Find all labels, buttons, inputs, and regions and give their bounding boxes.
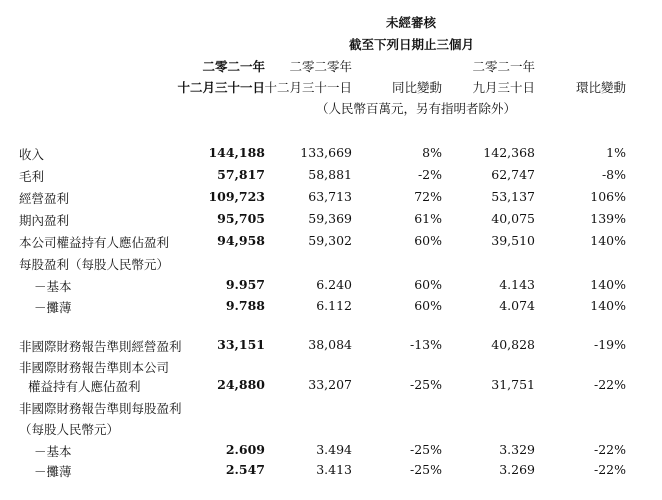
- value-2020-q4: 6.112: [316, 298, 352, 313]
- unit-note: （人民幣百萬元，另有指明者除外）: [316, 101, 517, 116]
- value-2021-q4: 95,705: [217, 211, 265, 226]
- value-2020-q4: 58,881: [308, 167, 352, 182]
- value-2021-q4: 109,723: [208, 189, 265, 204]
- value-qoq: 1%: [606, 145, 626, 160]
- value-2020-q4: 33,207: [308, 377, 352, 392]
- value-qoq: 139%: [590, 211, 626, 226]
- col-2021-q3-date: 九月三十日: [472, 80, 535, 95]
- value-qoq: 140%: [590, 298, 626, 313]
- row-label: －攤薄: [34, 300, 72, 315]
- value-2021-q3: 4.074: [499, 298, 535, 313]
- value-2021-q3: 4.143: [499, 277, 535, 292]
- col-2021-q4-date: 十二月三十一日: [177, 80, 265, 95]
- value-2020-q4: 3.413: [316, 462, 352, 477]
- col-2020-q4-year: 二零二零年: [289, 59, 352, 74]
- row-label: －攤薄: [34, 464, 72, 479]
- value-2020-q4: 133,669: [300, 145, 352, 160]
- value-yoy: 60%: [414, 277, 442, 292]
- value-yoy: -13%: [409, 337, 442, 352]
- value-2021-q3: 40,075: [491, 211, 535, 226]
- value-qoq: 140%: [590, 233, 626, 248]
- value-2021-q3: 142,368: [483, 145, 535, 160]
- row-label: 非國際財務報告準則經營盈利: [19, 339, 182, 354]
- value-2020-q4: 59,302: [308, 233, 352, 248]
- value-yoy: 72%: [414, 189, 442, 204]
- row-label: 收入: [19, 147, 45, 162]
- value-2021-q4: 9.788: [225, 298, 265, 313]
- value-yoy: 61%: [414, 211, 442, 226]
- value-2021-q3: 53,137: [491, 189, 535, 204]
- value-qoq: -19%: [593, 337, 626, 352]
- unaudited-heading: 未經審核: [386, 15, 437, 30]
- value-2020-q4: 63,713: [308, 189, 352, 204]
- value-qoq: 140%: [590, 277, 626, 292]
- value-2021-q3: 3.329: [499, 442, 535, 457]
- value-2021-q4: 9.957: [225, 277, 265, 292]
- value-2021-q3: 3.269: [499, 462, 535, 477]
- period-heading: 截至下列日期止三個月: [349, 37, 475, 52]
- value-2020-q4: 3.494: [316, 442, 352, 457]
- row-label: 權益持有人應佔盈利: [28, 379, 141, 394]
- value-2021-q4: 94,958: [217, 233, 265, 248]
- col-2020-q4-date: 十二月三十一日: [264, 80, 352, 95]
- value-qoq: -8%: [601, 167, 626, 182]
- value-2020-q4: 59,369: [308, 211, 352, 226]
- value-yoy: -25%: [409, 462, 442, 477]
- value-2021-q4: 24,880: [217, 377, 265, 392]
- row-non-ifrs-attributable-heading: 非國際財務報告準則本公司: [19, 360, 170, 375]
- value-qoq: -22%: [593, 377, 626, 392]
- value-2020-q4: 38,084: [308, 337, 352, 352]
- col-qoq-heading: 環比變動: [575, 80, 626, 95]
- value-yoy: -25%: [409, 442, 442, 457]
- row-eps-heading: 每股盈利（每股人民幣元）: [19, 257, 170, 272]
- row-label: 本公司權益持有人應佔盈利: [19, 235, 170, 250]
- value-yoy: 60%: [414, 233, 442, 248]
- value-2021-q4: 2.547: [225, 462, 265, 477]
- value-2021-q4: 57,817: [217, 167, 265, 182]
- value-2020-q4: 6.240: [316, 277, 352, 292]
- value-qoq: -22%: [593, 462, 626, 477]
- row-label: 期內盈利: [19, 213, 70, 228]
- value-yoy: -2%: [417, 167, 442, 182]
- value-2021-q4: 2.609: [225, 442, 265, 457]
- value-2021-q3: 31,751: [491, 377, 535, 392]
- row-non-ifrs-eps-heading: 非國際財務報告準則每股盈利: [19, 401, 182, 416]
- row-label: －基本: [34, 444, 72, 459]
- value-yoy: 60%: [414, 298, 442, 313]
- value-2021-q3: 40,828: [491, 337, 535, 352]
- col-2021-q3-year: 二零二一年: [472, 59, 535, 74]
- value-qoq: 106%: [590, 189, 626, 204]
- row-label: 經營盈利: [19, 191, 70, 206]
- value-2021-q4: 144,188: [208, 145, 265, 160]
- col-2021-q4-year: 二零二一年: [202, 59, 265, 74]
- row-non-ifrs-eps-unit: （每股人民幣元）: [19, 422, 120, 437]
- value-qoq: -22%: [593, 442, 626, 457]
- value-2021-q3: 62,747: [491, 167, 535, 182]
- col-yoy-heading: 同比變動: [391, 80, 442, 95]
- value-yoy: -25%: [409, 377, 442, 392]
- value-2021-q4: 33,151: [217, 337, 265, 352]
- value-yoy: 8%: [422, 145, 442, 160]
- row-label: －基本: [34, 279, 72, 294]
- value-2021-q3: 39,510: [491, 233, 535, 248]
- row-label: 毛利: [19, 169, 45, 184]
